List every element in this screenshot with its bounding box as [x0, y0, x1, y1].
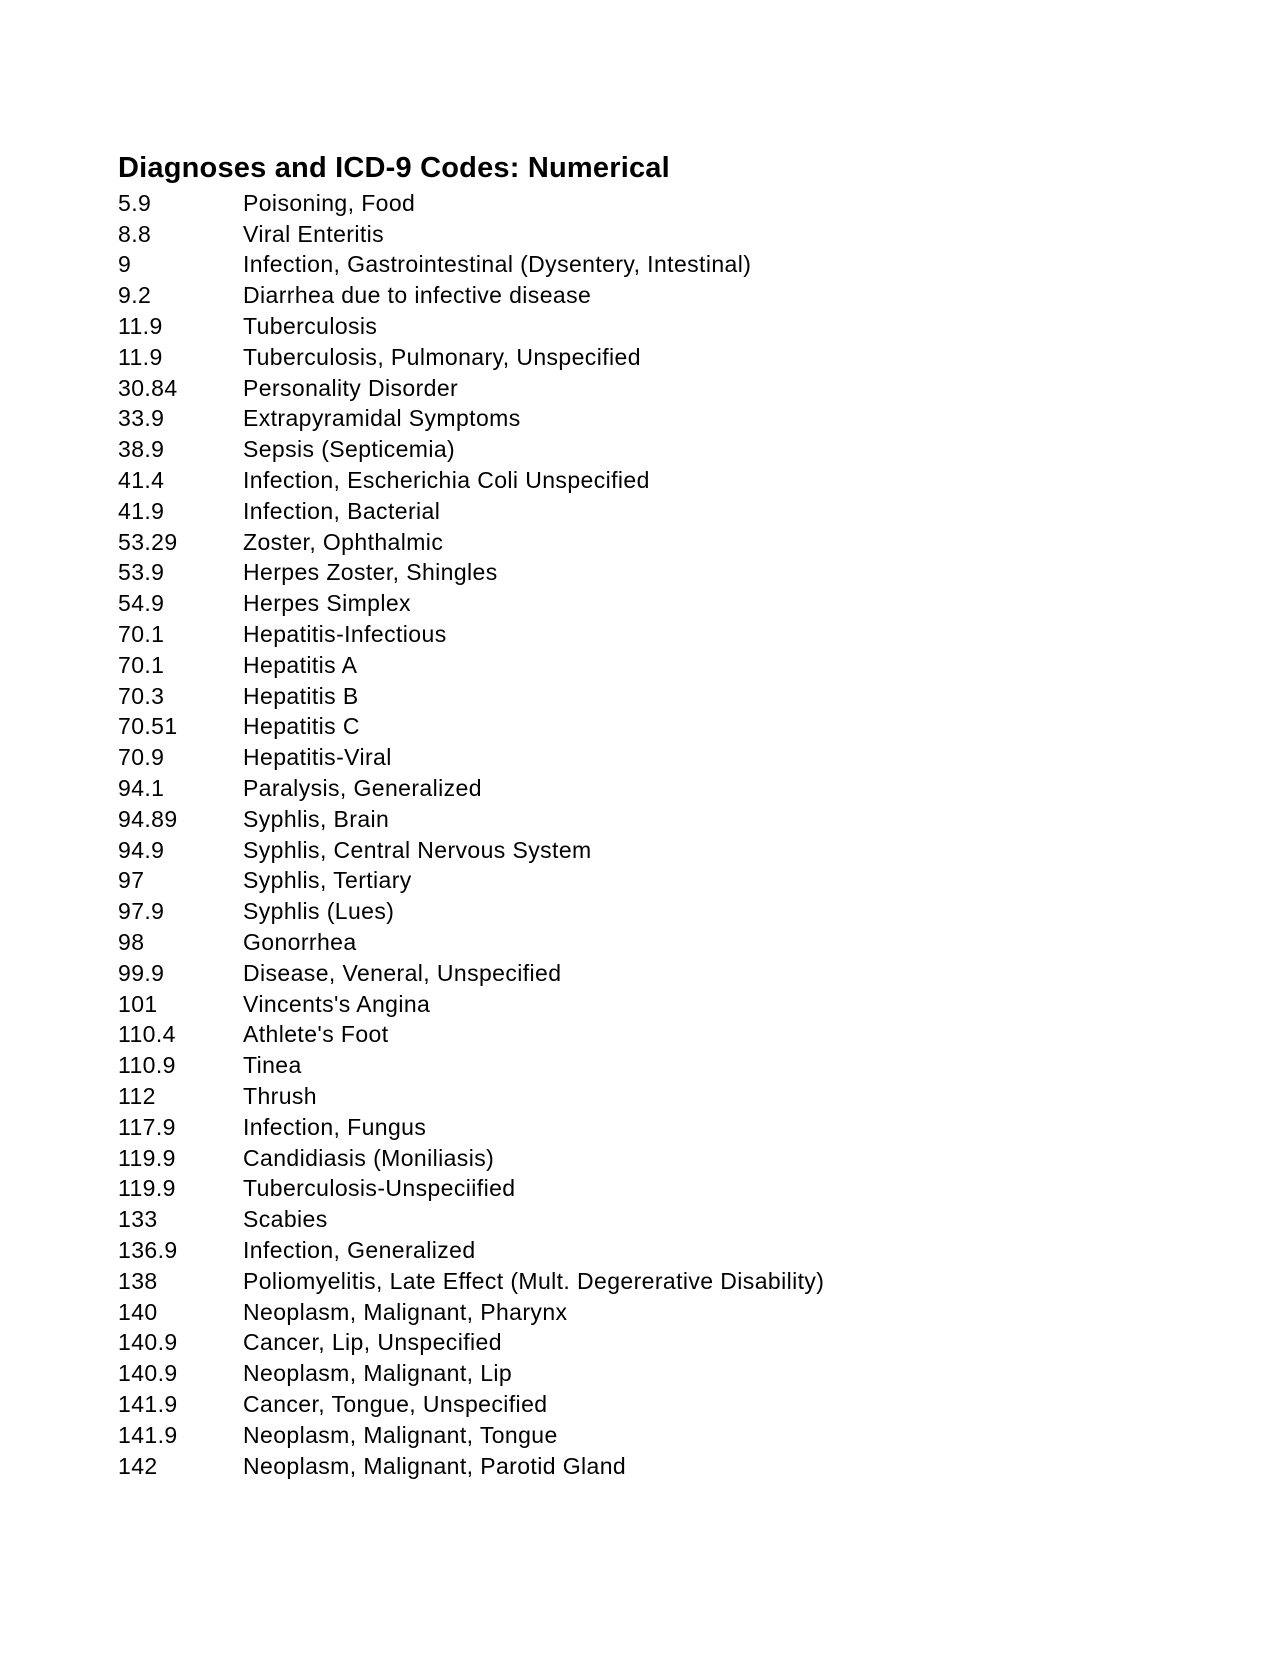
diagnosis-description: Syphlis, Brain — [243, 805, 390, 832]
icd9-code: 94.1 — [118, 775, 165, 802]
diagnosis-description: Herpes Simplex — [243, 590, 411, 617]
code-row — [118, 188, 1218, 219]
diagnosis-description: Hepatitis C — [243, 713, 360, 740]
code-row — [118, 342, 1218, 373]
icd9-code: 70.1 — [118, 651, 165, 678]
icd9-code: 112 — [118, 1083, 156, 1109]
diagnosis-description: Candidiasis (Moniliasis) — [243, 1144, 495, 1171]
diagnosis-description: Tinea — [243, 1052, 302, 1079]
code-row — [118, 1358, 1218, 1389]
diagnosis-description: Thrush — [243, 1083, 317, 1109]
diagnosis-description: Hepatitis-Infectious — [243, 621, 447, 648]
code-row — [118, 250, 1218, 281]
diagnosis-description: Herpes Zoster, Shingles — [243, 559, 498, 586]
code-row — [118, 958, 1218, 989]
code-row — [118, 619, 1218, 650]
diagnosis-description: Viral Enteritis — [243, 220, 385, 247]
icd9-code: 97 — [118, 867, 145, 894]
code-row — [118, 1081, 1218, 1112]
icd9-code: 9 — [118, 251, 132, 278]
diagnosis-description: Infection, Bacterial — [243, 497, 441, 524]
diagnosis-description: Syphlis, Central Nervous System — [243, 836, 592, 863]
diagnosis-description: Tuberculosis-Unspeciified — [243, 1175, 516, 1202]
icd9-code: 140.9 — [118, 1329, 178, 1356]
icd9-code: 119.9 — [118, 1175, 176, 1202]
code-row — [118, 465, 1218, 496]
code-row — [118, 1020, 1218, 1051]
code-row — [118, 1050, 1218, 1081]
icd9-code: 70.3 — [118, 682, 165, 709]
code-row — [118, 1112, 1218, 1143]
diagnosis-description: Neoplasm, Malignant, Lip — [243, 1360, 513, 1387]
code-row — [118, 773, 1218, 804]
diagnosis-description: Personality Disorder — [243, 374, 459, 401]
code-row — [118, 404, 1218, 435]
icd9-code: 54.9 — [118, 590, 165, 617]
code-row — [118, 1389, 1218, 1420]
diagnosis-description: Infection, Fungus — [243, 1113, 427, 1140]
code-row — [118, 1420, 1218, 1451]
code-row — [118, 681, 1218, 712]
code-row — [118, 866, 1218, 897]
icd9-code: 110.4 — [118, 1021, 176, 1048]
code-row — [118, 1174, 1218, 1205]
code-row — [118, 1266, 1218, 1297]
diagnosis-description: Infection, Generalized — [243, 1236, 476, 1263]
diagnosis-description: Paralysis, Generalized — [243, 775, 482, 802]
icd9-code: 119.9 — [118, 1144, 176, 1171]
code-row — [118, 1235, 1218, 1266]
code-row — [118, 712, 1218, 743]
code-row — [118, 742, 1218, 773]
diagnosis-description: Tuberculosis — [243, 313, 378, 340]
diagnosis-description: Infection, Escherichia Coli Unspecified — [243, 467, 650, 494]
code-row — [118, 1297, 1218, 1328]
code-row — [118, 527, 1218, 558]
icd9-code: 11.9 — [118, 313, 163, 340]
code-row — [118, 219, 1218, 250]
icd9-code: 97.9 — [118, 898, 165, 925]
icd9-code: 101 — [118, 990, 158, 1017]
diagnosis-description: Cancer, Tongue, Unspecified — [243, 1390, 548, 1417]
diagnosis-description: Tuberculosis, Pulmonary, Unspecified — [243, 343, 641, 370]
code-row — [118, 558, 1218, 589]
code-row — [118, 434, 1218, 465]
code-row — [118, 835, 1218, 866]
diagnosis-description: Hepatitis B — [243, 682, 359, 709]
icd9-code: 70.1 — [118, 621, 165, 648]
diagnosis-description: Syphlis (Lues) — [243, 898, 395, 925]
code-row — [118, 373, 1218, 404]
code-row — [118, 1451, 1218, 1482]
icd9-code: 41.9 — [118, 497, 165, 524]
code-row — [118, 496, 1218, 527]
icd9-code: 133 — [118, 1206, 158, 1233]
diagnosis-description: Zoster, Ophthalmic — [243, 528, 444, 555]
icd9-code: 140.9 — [118, 1360, 178, 1387]
icd9-code: 94.89 — [118, 805, 178, 832]
icd9-code: 30.84 — [118, 374, 178, 401]
code-row — [118, 1204, 1218, 1235]
diagnosis-description: Hepatitis A — [243, 651, 358, 678]
icd9-code: 53.29 — [118, 528, 178, 555]
diagnosis-description: Disease, Veneral, Unspecified — [243, 959, 562, 986]
icd9-code: 53.9 — [118, 559, 165, 586]
icd9-code: 99.9 — [118, 959, 165, 986]
icd9-code: 33.9 — [118, 405, 165, 432]
icd9-code: 136.9 — [118, 1236, 178, 1263]
diagnosis-description: Gonorrhea — [243, 929, 357, 956]
diagnosis-description: Neoplasm, Malignant, Pharynx — [243, 1298, 568, 1325]
icd9-code: 140 — [118, 1298, 158, 1325]
diagnosis-description: Poliomyelitis, Late Effect (Mult. Degererative Disability) — [243, 1267, 825, 1294]
diagnosis-description: Infection, Gastrointestinal (Dysentery, Intestinal) — [243, 251, 752, 278]
code-row — [118, 311, 1218, 342]
diagnosis-description: Vincents's Angina — [243, 990, 431, 1017]
diagnosis-description: Diarrhea due to infective disease — [243, 282, 592, 309]
diagnosis-description: Hepatitis-Viral — [243, 744, 392, 771]
diagnosis-description: Extrapyramidal Symptoms — [243, 405, 521, 432]
code-row — [118, 804, 1218, 835]
diagnosis-description: Athlete's Foot — [243, 1021, 389, 1048]
diagnosis-description: Neoplasm, Malignant, Parotid Gland — [243, 1452, 627, 1479]
icd9-code: 5.9 — [118, 189, 152, 216]
icd9-code: 142 — [118, 1452, 158, 1479]
icd9-code: 141.9 — [118, 1390, 178, 1417]
code-row — [118, 650, 1218, 681]
icd9-code: 11.9 — [118, 343, 163, 370]
icd9-code: 117.9 — [118, 1113, 176, 1140]
code-row — [118, 280, 1218, 311]
icd9-code: 8.8 — [118, 220, 152, 247]
code-row — [118, 896, 1218, 927]
icd9-code: 70.9 — [118, 744, 165, 771]
code-row — [118, 1143, 1218, 1174]
icd9-code: 141.9 — [118, 1421, 178, 1448]
icd9-code: 110.9 — [118, 1052, 176, 1079]
diagnosis-description: Neoplasm, Malignant, Tongue — [243, 1421, 558, 1448]
icd9-code-list — [118, 188, 1218, 1481]
code-row — [118, 989, 1218, 1020]
icd9-code: 41.4 — [118, 467, 165, 494]
code-row — [118, 588, 1218, 619]
code-row — [118, 927, 1218, 958]
diagnosis-description: Syphlis, Tertiary — [243, 867, 412, 894]
diagnosis-description: Sepsis (Septicemia) — [243, 436, 456, 463]
icd9-code: 138 — [118, 1267, 158, 1294]
code-row — [118, 1327, 1218, 1358]
icd9-code: 94.9 — [118, 836, 165, 863]
document-page — [118, 148, 1218, 1481]
diagnosis-description: Cancer, Lip, Unspecified — [243, 1329, 502, 1356]
document-title: Diagnoses and ICD-9 Codes: Numerical — [118, 152, 670, 184]
diagnosis-description: Scabies — [243, 1206, 328, 1233]
icd9-code: 38.9 — [118, 436, 165, 463]
icd9-code: 9.2 — [118, 282, 152, 309]
icd9-code: 98 — [118, 929, 145, 956]
diagnosis-description: Poisoning, Food — [243, 189, 416, 216]
icd9-code: 70.51 — [118, 713, 178, 740]
